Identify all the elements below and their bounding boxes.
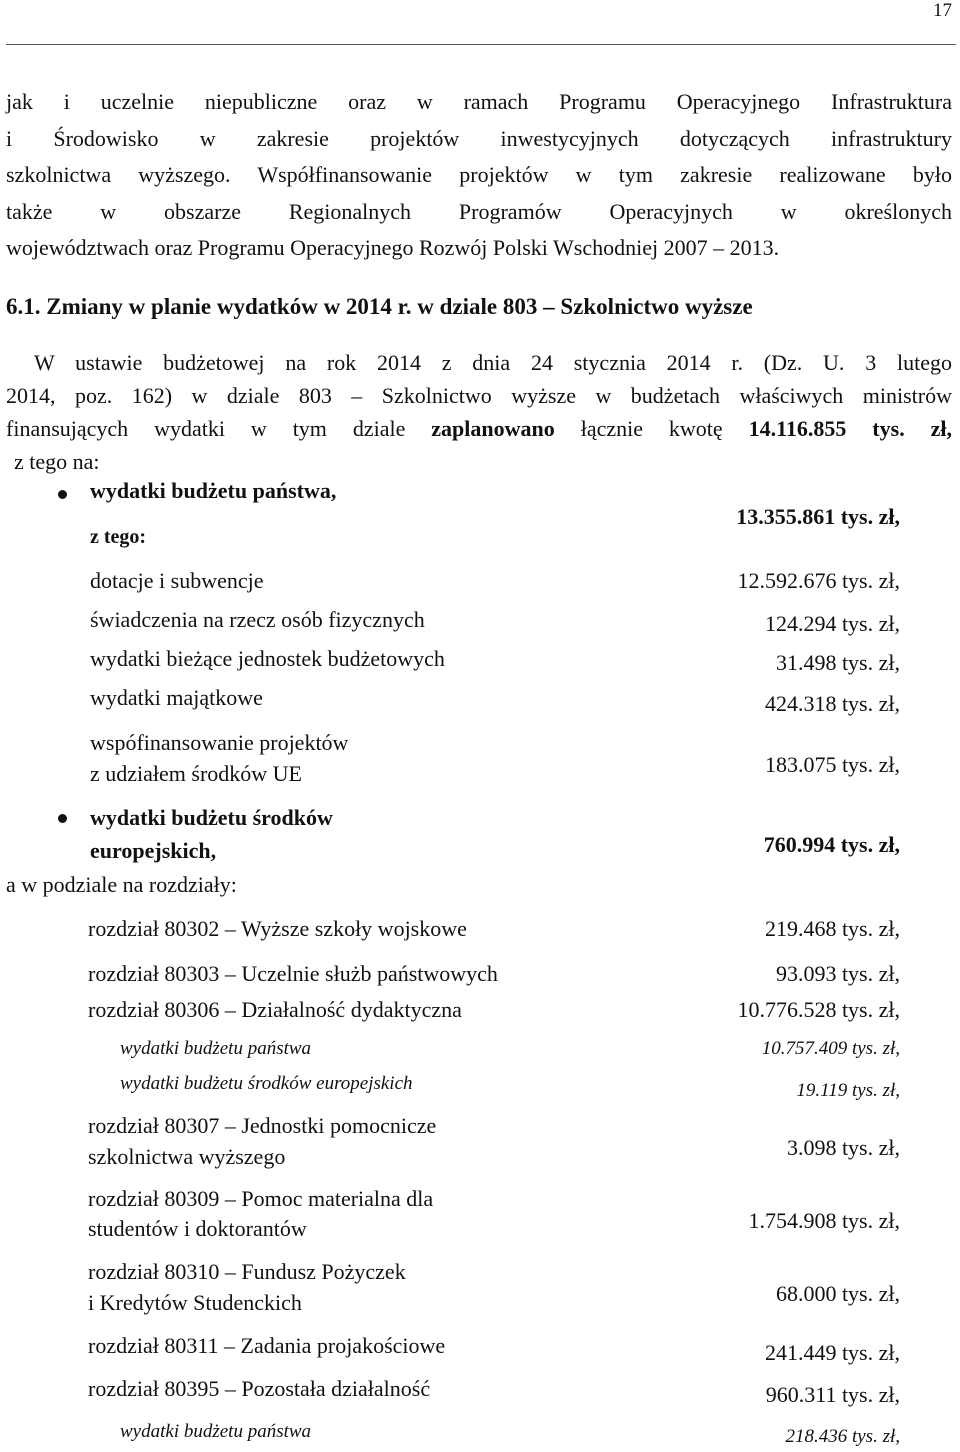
eu-budget-label: wydatki budżetu środków [90,805,333,830]
eu-budget-label: europejskich, [90,838,217,863]
expense-item-amount: 31.498 tys. zł, [775,650,900,675]
budget-line-3 [6,412,952,445]
cofinancing-label: z udziałem środków UE [90,761,302,786]
ztego-label: z tego: [90,526,147,548]
budget-line: 2014, poz. 162) w dziale 803 – Szkolnictwo wyższe w budżetach właściwych ministrów [6,383,952,408]
budget-text: łącznie kwotę [580,416,723,441]
chapter-sub-label: wydatki budżetu państwa [120,1421,312,1442]
expense-item-label: wydatki bieżące jednostek budżetowych [90,646,445,671]
chapter-label: rozdział 80307 – Jednostki pomocnicze [88,1113,437,1138]
state-budget-total: 13.355.861 tys. zł, [736,504,900,529]
expense-item-amount: 124.294 tys. zł, [764,611,900,636]
page-number: 17 [933,0,952,21]
eu-budget-amount: 760.994 tys. zł, [763,832,900,857]
expense-item-label: wydatki majątkowe [90,685,263,710]
chapter-amount: 241.449 tys. zł, [764,1340,900,1365]
expense-item-label: dotacje i subwencje [90,568,264,593]
chapter-label: rozdział 80311 – Zadania projakościowe [88,1333,446,1358]
chapter-amount: 960.311 tys. zł, [765,1382,900,1407]
chapters-intro: a w podziale na rozdziały: [6,872,237,897]
intro-paragraph [6,84,952,267]
intro-line: jak i uczelnie niepubliczne oraz w ramach Programu Operacyjnego Infrastruktura [6,89,952,114]
intro-line: i Środowisko w zakresie projektów inwestycyjnych dotyczących infrastruktury [6,125,952,151]
bullet-icon [58,490,67,499]
chapter-label: rozdział 80306 – Działalność dydaktyczna [88,997,462,1022]
section-heading: 6.1. Zmiany w planie wydatków w 2014 r. w dziale 803 – Szkolnictwo wyższe [6,294,753,319]
chapter-sub-amount: 218.436 tys. zł, [785,1426,900,1447]
chapter-label: studentów i doktorantów [88,1216,307,1241]
budget-line: z tego na: [14,449,100,474]
chapter-sub-amount: 19.119 tys. zł, [796,1080,900,1101]
chapter-label: rozdział 80303 – Uczelnie służb państwowych [88,961,498,986]
budget-total: 14.116.855 tys. zł, [748,416,952,441]
chapter-amount: 1.754.908 tys. zł, [748,1208,900,1233]
budget-text: zaplanowano [431,416,555,441]
chapter-label: rozdział 80302 – Wyższe szkoły wojskowe [88,916,467,941]
cofinancing-amount: 183.075 tys. zł, [764,752,900,777]
chapter-amount: 10.776.528 tys. zł, [737,997,900,1022]
chapter-sub-label: wydatki budżetu państwa [120,1038,312,1059]
header-rule [6,44,956,45]
expense-item-amount: 12.592.676 tys. zł, [737,568,900,593]
chapter-label: szkolnictwa wyższego [88,1144,286,1169]
bullet-icon [58,814,67,823]
chapter-amount: 3.098 tys. zł, [786,1135,900,1160]
budget-line: W ustawie budżetowej na rok 2014 z dnia 24 stycznia 2014 r. (Dz. U. 3 lutego [34,350,952,375]
intro-line: szkolnictwa wyższego. Współfinansowanie projektów w tym zakresie realizowane było [6,162,952,187]
budget-text: finansujących wydatki w tym dziale [6,416,406,441]
intro-line: także w obszarze Regionalnych Programów Operacyjnych w określonych [6,198,952,224]
expense-item-amount: 424.318 tys. zł, [764,691,900,716]
chapter-sub-label: wydatki budżetu środków europejskich [120,1073,413,1094]
chapter-label: rozdział 80395 – Pozostała działalność [88,1376,431,1401]
state-budget-label: wydatki budżetu państwa, [90,478,337,503]
budget-paragraph [6,346,952,478]
chapter-amount: 68.000 tys. zł, [775,1281,900,1306]
cofinancing-label: wspófinansowanie projektów [90,730,349,755]
chapter-label: i Kredytów Studenckich [88,1290,302,1315]
chapter-amount: 93.093 tys. zł, [775,961,900,986]
expense-item-label: świadczenia na rzecz osób fizycznych [90,607,425,632]
chapter-sub-amount: 10.757.409 tys. zł, [761,1038,900,1059]
chapter-amount: 219.468 tys. zł, [764,916,900,941]
intro-line: województwach oraz Programu Operacyjnego Rozwój Polski Wschodniej 2007 – 2013. [6,235,780,260]
chapter-label: rozdział 80309 – Pomoc materialna dla [88,1186,434,1211]
chapter-label: rozdział 80310 – Fundusz Pożyczek [88,1259,406,1284]
